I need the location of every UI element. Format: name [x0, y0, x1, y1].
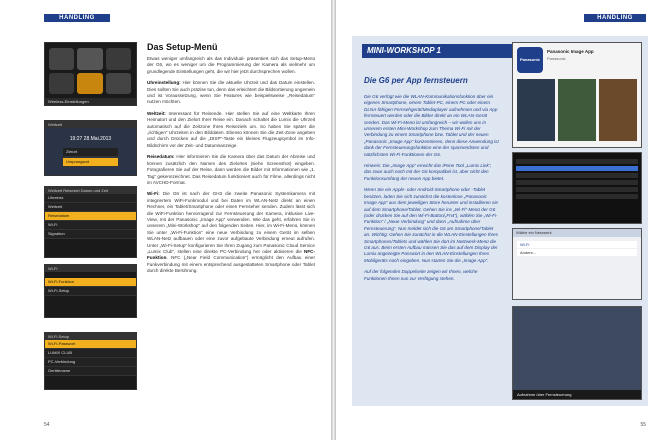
camera-wifi-screenshot: [512, 152, 642, 224]
setup-icon: [49, 48, 74, 70]
screenshot-caption: Wireless-Einstellungen: [45, 98, 136, 105]
paragraph: Reisedatum: Hier informieren Sie die Kamera über das Datum der Abreise und können zusätzlich den Namen des Zielortes (siehe Screenshot) eingeben. Fotografieren Sie auf der Reise, dann werden die Bilder mit Informationen wie „1. Tag“ gekennzeichnet. Das Reisedatum funktioniert auch für Filme, allerdings nicht im AVCHD-Format.: [147, 154, 315, 185]
right-page: [336, 0, 668, 440]
wifi-list-header: Wähle ein Netzwerk: [513, 229, 641, 237]
remote-view-screenshot: [512, 306, 642, 400]
page-number: 55: [640, 422, 646, 428]
camera-icon: [77, 48, 102, 70]
setup-menu-screenshot: [44, 186, 137, 258]
app-title: Panasonic Image App: [547, 49, 594, 54]
wifi-setup-item: Wi-Fi-Passwort: [45, 340, 136, 349]
page-heading: Das Setup-Menü: [147, 42, 218, 52]
app-publisher: Panasonic: [547, 56, 566, 61]
worldtime-option: Ursprungsort: [63, 158, 118, 167]
phone-wifi-screenshot: [512, 228, 642, 300]
playback-icon: [106, 48, 131, 70]
wrench-icon: [77, 73, 102, 95]
app-preview-image: [599, 79, 637, 141]
app-preview-image: [558, 79, 596, 141]
workshop-title: MINI-WORKSHOP 1: [362, 44, 537, 58]
paragraph: Wenn Sie ein Apple- oder Android-Smartphone oder -Tablet besitzen, laden Sie sich zunächst die kostenlose „Panasonic Image App“ aus dem jeweiligen Store herunter und installieren sie auf dem Smartphone/Tablet. Gehen Sie ins „Wi-Fi“-Menü der G6 (oder drücken Sie auf den Wi-Fi-Button/„Fn4“), wählen Sie „Wi-Fi-Funktion“ / „Neue Verbindung“ und dann „Aufnahme über Fernsteuerung“. Nun meldet sich die G6 am Smartphone/Tablet an. Wichtig: Gehen Sie zunächst in die WLAN-Einstellungen Ihres Smartphones/Tablets und wählen Sie dort im Netzwerk-Menü die G6 aus. Beim ersten Aufbau müssen Sie das auf dem Display der Lumix angezeigte Passwort in den WLAN-Einstellungen Ihres Mobilgeräts noch eingeben. Nun starten Sie die „Image App“.: [364, 187, 499, 263]
worldtime-option: Zielort: [63, 148, 118, 157]
paragraph: Weltzeit: Interessant für Reisende. Hier stellen Sie auf eine Weltkarte Ihren Heimatort und den Zielort Ihrer Reise ein. Danach schaltet die Lumix die Uhrzeit automatisch auf die Zeitzone Ihres Reiseziels um. So haben Sie später die „richtigen“ Uhrzeiten in den Bilddaten. Ebenso können Sie die Zeit-Zone angeben und durch Drücken auf die „DISP“-Taste ein kleines Flugzeugsymbol im Info-Bildschirm vor der Zeit- und Datumsanzeige.: [147, 110, 315, 148]
section-tab: HANDLING: [44, 14, 110, 22]
paragraph: Wi-Fi: Die G6 ist nach der GH3 die zweite Panasonic Systemkamera mit integriertem WiFi-Funkmodul und bei Daten im WLAN-Netz direkt an einen Rechner, ein Tablet/Smartphone oder einen Fernseher senden. Zudem lässt sich die WiFi-Funktion hervorragend zur Fernsteuerung der Kamera, inklusive Live-View, mit der Panasonic „Image App“ verwenden. Wie das geht, erfahren Sie in unserem „Mini-Workshop“ auf den folgenden Seiten. Hier, im Wi-Fi-Menü, können Sie unter „Wi-Fi-Funktion“ eine neue Verbindung zu einem Gerät im selben WLAN-Netz aufbauen oder eine zuvor aufgebaute Verbindung erneut aufrufen. Unter „Wi-Fi-Setup“ konfigurieren Sie Ihren Zugang zum Panasonic Cloud Service „Lumix Club“, stellen eine direkte PC-Verbindung her oder aktivieren die NFC-Funktion. NFC („Near Field Communication“) ermöglicht den Aufbau einer Funkverbindung mit einem entsprechend ausgestatteten Smartphone oder Tablet durch direkte Berührung.: [147, 191, 315, 274]
wifi-menu-header: Wi-Fi: [45, 265, 136, 272]
wifi-menu-item: Wi-Fi-Setup: [45, 287, 136, 296]
wifi-setup-item: Gerätename: [45, 367, 136, 376]
wifi-menu-item: Wi-Fi-Funktion: [45, 278, 136, 287]
wifi-setup-item: PC-Verbindung: [45, 358, 136, 367]
setup-menu-item: Signalton: [45, 230, 136, 239]
wifi-setup-header: Wi-Fi-Setup: [45, 333, 136, 340]
mini-workshop-box: [352, 36, 648, 406]
setup-menu-header: Weltzeit Reiseziel Datum und Zeit: [45, 187, 136, 194]
body-text: [147, 56, 315, 280]
app-preview-image: [517, 79, 555, 141]
worldtime-time: 19:27 28.Mai.2013: [69, 136, 112, 142]
setup-menu-item: Uhreinst.: [45, 194, 136, 203]
remote-view-label: Aufnahme über Fernsteuerung: [513, 390, 641, 399]
paragraph: Hinweis: Die „Image App“ erreicht das iPone Tool „Lumix Link“, das zwar auch noch mit der G6 kompatibel ist, aber nicht den Funktionsumfang der neuen App bietet.: [364, 163, 492, 181]
paragraph: Etwas weniger umfangreich als das Individual- präsentiert sich das Setup-Menü der G6, wo es weniger um die Programmierung der Kamera als vielmehr um grundlegende Einstellungen geht, die wir hier jetzt durchsprechen wollen.: [147, 56, 315, 74]
wifi-setup-screenshot: [44, 332, 137, 390]
section-tab: HANDLING: [584, 14, 646, 22]
setup-menu-item: Weltzeit: [45, 203, 136, 212]
setup-menu-item: Wi-Fi: [45, 221, 136, 230]
worldtime-screenshot: [44, 120, 137, 176]
wifi-menu-screenshot: [44, 264, 137, 318]
menu-screenshot: [44, 42, 137, 106]
workshop-text: [364, 94, 499, 287]
worldtime-header: Weltzeit: [45, 121, 136, 128]
left-page: [0, 0, 331, 440]
custom-icon: [49, 73, 74, 95]
mymenu-icon: [106, 73, 131, 95]
menu-icon-grid: [49, 48, 131, 94]
wifi-list-item: Wi-Fi: [517, 241, 637, 248]
setup-menu-item: Reisedatum: [45, 212, 136, 221]
workshop-subtitle: Die G6 per App fernsteuern: [364, 76, 468, 85]
app-store-screenshot: [512, 42, 642, 148]
app-logo: Panasonic: [517, 47, 543, 73]
wifi-list-item: Andere...: [517, 249, 637, 256]
wifi-setup-item: LUMIX CLUB: [45, 349, 136, 358]
paragraph: Auf der folgenden Doppelseite zeigen wir Ihnen, welche Funktionen Ihnen nun zur Verfügung stehen.: [364, 269, 478, 281]
page-number: 54: [44, 422, 50, 428]
paragraph: Uhreinstellung: Hier können Sie die aktuelle Uhrzeit und das Datum einstellen. Dies sollten Sie auch präzise tun, denn das erleichtert die Bildsortierung ungemein und ist Voraussetzung, wenn Sie Features wie beispielsweise „Reisedatum“ nutzen möchten.: [147, 80, 315, 105]
paragraph: Die G6 verfügt wie die WLAN-Kommunikationsfunktion über ein eigenes Smartphone, einem Tablet-PC, einem PC oder einem DLNA-fähigen Fernsehgerät/Mediaplayer aufnehmen und via App fernsteuert werden oder die Bilder direkt an ein WLAN-Gerät senden. Das Wi-Fi-Menü ist umfangreich – wir wollen uns in unserem ersten Mini-Workshop zum Thema Wi-Fi mit der Verbindung zu einem Smartphone bzw. Tablet und der neuen „Panasonic „Image App“ konzentrieren, denn diese Anwendung ist dank der Fernsteuerungsfunktion eine der spannendsten und nützlichsten Wi-Fi-Funktionen der G6.: [364, 94, 499, 157]
